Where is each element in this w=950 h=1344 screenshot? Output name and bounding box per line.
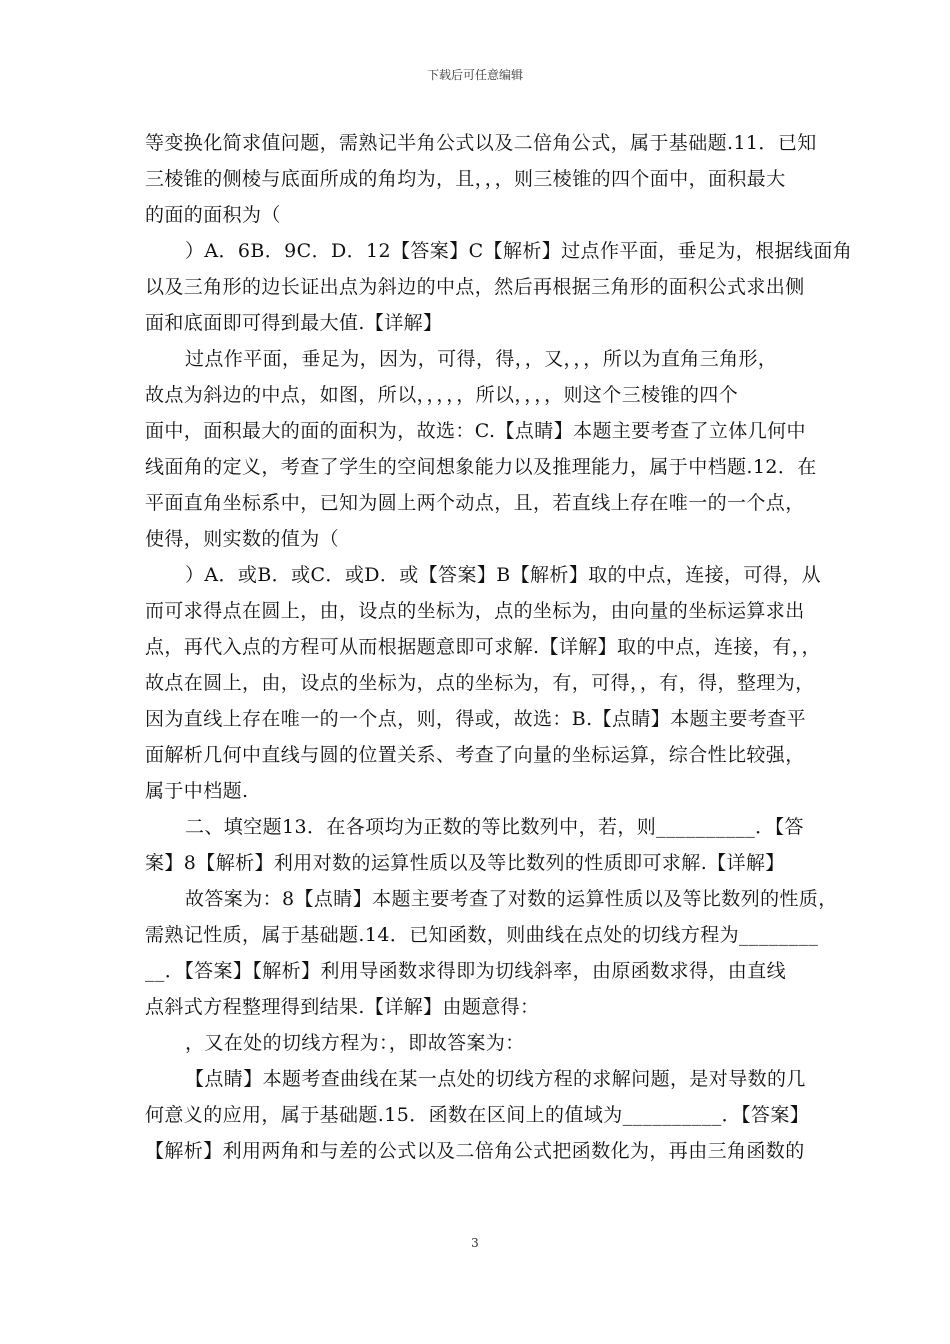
text-line: 三棱锥的侧棱与底面所成的角均为，且，，，则三棱锥的四个面中，面积最大: [145, 168, 786, 190]
text-line: 点，再代入点的方程可从而根据题意即可求解.【详解】取的中点，连接，有，，: [145, 636, 821, 658]
page-number: 3: [471, 1236, 479, 1250]
text-line: 故点为斜边的中点，如图，所以，，，，，所以，，，，则这个三棱锥的四个: [145, 384, 739, 406]
text-line: 点斜式方程整理得到结果.【详解】由题意得：: [145, 996, 540, 1018]
text-line: 二、填空题13．在各项均为正数的等比数列中，若，则__________．【答: [185, 816, 804, 838]
text-line: ）A．或B．或C．或D．或【答案】B【解析】取的中点，连接，可得，从: [185, 564, 822, 586]
text-line: 使得，则实数的值为（: [145, 528, 340, 550]
text-line: 何意义的应用，属于基础题.15．函数在区间上的值域为__________．【答案】: [145, 1104, 810, 1126]
text-line: 而可求得点在圆上，由，设点的坐标为，点的坐标为，由向量的坐标运算求出: [145, 600, 805, 622]
text-line: 因为直线上存在唯一的一个点，则，得或，故选：B.【点睛】本题主要考查平: [145, 708, 807, 730]
text-line: 面和底面即可得到最大值.【详解】: [145, 312, 443, 334]
text-line: 面解析几何中直线与圆的位置关系、考查了向量的坐标运算，综合性比较强，: [145, 744, 805, 766]
page-header: 下载后可任意编辑: [426, 68, 523, 82]
text-line: 线面角的定义，考查了学生的空间想象能力以及推理能力，属于中档题.12．在: [145, 456, 817, 478]
text-line: 的面的面积为（: [145, 204, 281, 226]
text-line: 【解析】利用两角和与差的公式以及二倍角公式把函数化为，再由三角函数的: [145, 1140, 805, 1162]
text-line: 以及三角形的边长证出点为斜边的中点，然后再根据三角形的面积公式求出侧: [145, 276, 805, 298]
text-line: 等变换化简求值问题，需熟记半角公式以及二倍角公式，属于基础题.11．已知: [145, 132, 817, 154]
text-line: 故点在圆上，由，设点的坐标为，点的坐标为，有，可得，，有，得，整理为，: [145, 672, 815, 694]
text-line: 故答案为：8【点睛】本题主要考查了对数的运算性质以及等比数列的性质，: [185, 888, 838, 910]
text-line: ）A．6B．9C．D．12【答案】C【解析】过点作平面，垂足为，根据线面角: [185, 240, 853, 262]
text-line: 属于中档题.: [145, 780, 249, 802]
text-line: 平面直角坐标系中，已知为圆上两个动点，且，若直线上存在唯一的一个点，: [145, 492, 805, 514]
text-line: ，又在处的切线方程为：，即故答案为：: [185, 1032, 525, 1054]
text-line: 需熟记性质，属于基础题.14．已知函数，则曲线在点处的切线方程为________: [145, 924, 819, 946]
text-line: 过点作平面，垂足为，因为，可得，得，，又，，，所以为直角三角形，: [185, 348, 778, 370]
text-line: __．【答案】【解析】利用导函数求得即为切线斜率，由原函数求得，由直线: [145, 960, 787, 982]
text-line: 案】8【解析】利用对数的运算性质以及等比数列的性质即可求解.【详解】: [145, 852, 785, 874]
text-line: 面中，面积最大的面的面积为，故选：C.【点睛】本题主要考查了立体几何中: [145, 420, 806, 442]
text-line: 【点睛】本题考查曲线在某一点处的切线方程的求解问题，是对导数的几: [185, 1068, 806, 1090]
